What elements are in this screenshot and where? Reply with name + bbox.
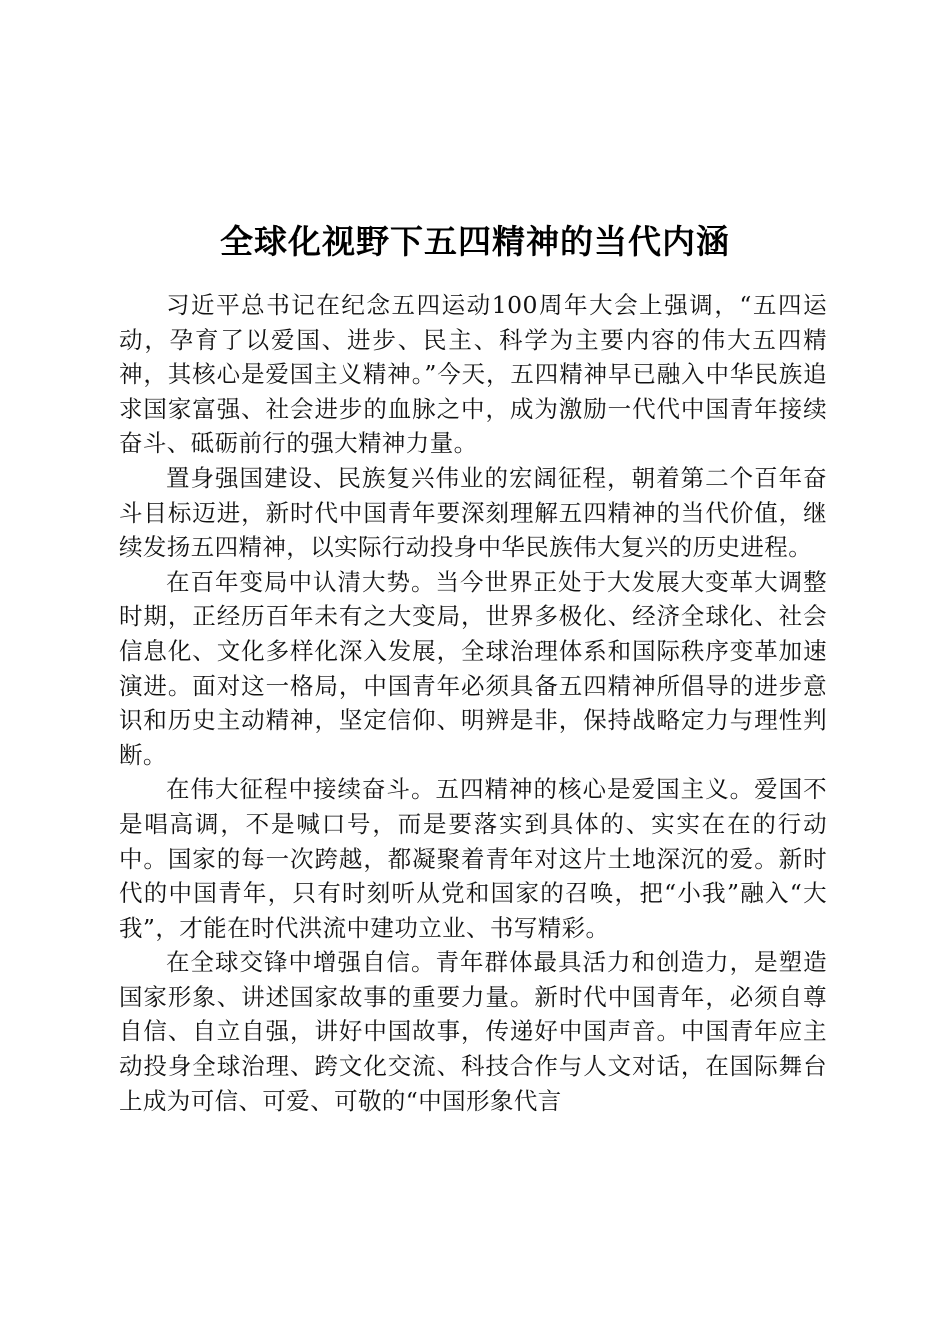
paragraph: 习近平总书记在纪念五四运动100周年大会上强调，“五四运动，孕育了以爱国、进步、民主、科学为主要内容的伟大五四精神，其核心是爱国主义精神。”今天，五四精神早已融入中华民族追求国家富强、社会进步的血脉之中，成为激励一代代中国青年接续奋斗、砥砺前行的强大精神力量。 [119,291,827,458]
document-body [119,288,827,1118]
paragraph: 在百年变局中认清大势。当今世界正处于大发展大变革大调整时期，正经历百年未有之大变局，世界多极化、经济全球化、社会信息化、文化多样化深入发展，全球治理体系和国际秩序变革加速演进。面对这一格局，中国青年必须具备五四精神所倡导的进步意识和历史主动精神，坚定信仰、明辨是非，保持战略定力与理性判断。 [119,567,827,769]
document-title: 全球化视野下五四精神的当代内涵 [220,222,730,262]
paragraph: 在全球交锋中增强自信。青年群体最具活力和创造力，是塑造国家形象、讲述国家故事的重要力量。新时代中国青年，必须自尊自信、自立自强，讲好中国故事，传递好中国声音。中国青年应主动投身全球治理、跨文化交流、科技合作与人文对话，在国际舞台上成为可信、可爱、可敬的“中国形象代言 [119,948,827,1115]
paragraph: 置身强国建设、民族复兴伟业的宏阔征程，朝着第二个百年奋斗目标迈进，新时代中国青年要深刻理解五四精神的当代价值，继续发扬五四精神，以实际行动投身中华民族伟大复兴的历史进程。 [119,463,827,562]
paragraph: 在伟大征程中接续奋斗。五四精神的核心是爱国主义。爱国不是唱高调，不是喊口号，而是要落实到具体的、实实在在的行动中。国家的每一次跨越，都凝聚着青年对这片土地深沉的爱。新时代的中国青年，只有时刻听从党和国家的召唤，把“小我”融入“大我”，才能在时代洪流中建功立业、书写精彩。 [119,775,827,942]
